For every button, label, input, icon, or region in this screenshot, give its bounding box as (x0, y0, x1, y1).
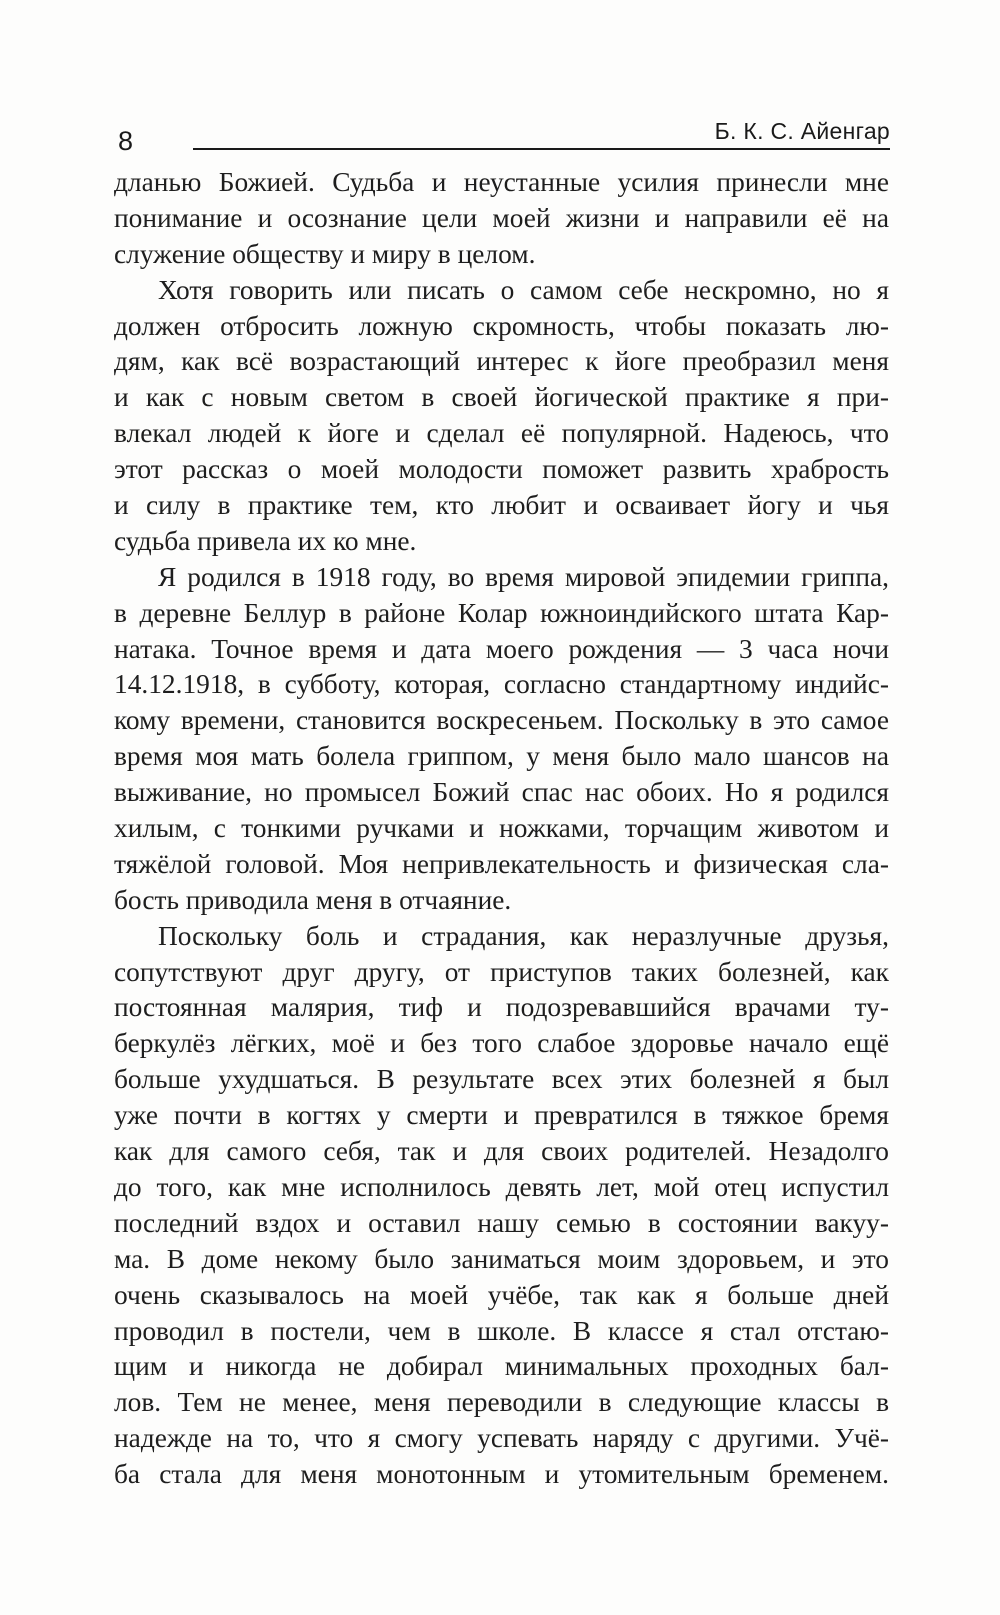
text-line: Поскольку боль и страдания, как неразлучные друзья, (158, 920, 889, 951)
text-line: натака. Точное время и дата моего рождения — 3 часа ночи (114, 633, 889, 664)
text-line: ба стала для меня монотонным и утомительным бременем. (114, 1459, 889, 1490)
running-head-author: Б. К. С. Айенгар (714, 118, 890, 144)
text-line: в деревне Беллур в районе Колар южноиндийского штата Кар- (114, 597, 889, 628)
paragraph (114, 560, 889, 919)
text-line: 14.12.1918, в субботу, которая, согласно стандартному индийс- (114, 669, 889, 700)
paragraph (114, 273, 889, 560)
paragraph (114, 919, 889, 1493)
text-line: и силу в практике тем, кто любит и осваивает йогу и чья (114, 490, 889, 521)
text-line: лов. Тем не менее, меня переводили в следующие классы в (114, 1387, 889, 1418)
text-line: должен отбросить ложную скромность, чтобы показать лю- (114, 310, 889, 341)
text-line: хилым, с тонкими ручками и ножками, торчащим животом и (114, 813, 889, 844)
text-line: очень сказывалось на моей учёбе, так как я больше дней (114, 1279, 889, 1310)
text-line: постоянная малярия, тиф и подозревавшийся врачами ту- (114, 992, 889, 1023)
text-line: влекал людей к йоге и сделал её популярной. Надеюсь, что (114, 418, 889, 449)
text-line: понимание и осознание цели моей жизни и направили её на (114, 202, 889, 233)
text-line: уже почти в когтях у смерти и превратился в тяжкое бремя (114, 1100, 889, 1131)
text-line: сопутствуют друг другу, от приступов таких болезней, как (114, 956, 889, 987)
text-line: как для самого себя, так и для своих родителей. Незадолго (114, 1136, 889, 1167)
text-line: Хотя говорить или писать о самом себе нескромно, но я (158, 274, 889, 305)
text-line: дланью Божией. Судьба и неустанные усилия принесли мне (114, 167, 889, 197)
text-line: кому времени, становится воскресеньем. Поскольку в это самое (114, 705, 889, 736)
page-header (118, 118, 890, 158)
header-rule (193, 148, 890, 150)
text-line: до того, как мне исполнилось девять лет, мой отец испустил (114, 1171, 889, 1202)
text-line: дям, как всё возрастающий интерес к йоге преобразил меня (114, 346, 889, 377)
page-number: 8 (118, 126, 134, 156)
text-line: щим и никогда не добирал минимальных проходных бал- (114, 1351, 889, 1382)
text-line: беркулёз лёгких, моё и без того слабое здоровье начало ещё (114, 1028, 889, 1059)
text-line: тяжёлой головой. Моя непривлекательность и физическая сла- (114, 848, 889, 879)
body-text (114, 165, 889, 1493)
text-line: Я родился в 1918 году, во время мировой эпидемии гриппа, (158, 561, 889, 592)
text-line: проводил в постели, чем в школе. В классе я стал отстаю- (114, 1315, 889, 1346)
text-line: выживание, но промысел Божий спас нас обоих. Но я родился (114, 777, 889, 808)
text-line: бость приводила меня в отчаяние. (114, 884, 512, 915)
text-line: последний вздох и оставил нашу семью в состоянии вакуу- (114, 1207, 889, 1238)
text-line: время моя мать болела гриппом, у меня было мало шансов на (114, 741, 889, 772)
text-line: надежде на то, что я смогу успевать наряду с другими. Учё- (114, 1423, 889, 1454)
text-line: ма. В доме некому было заниматься моим здоровьем, и это (114, 1243, 889, 1274)
text-line: служение обществу и миру в целом. (114, 238, 536, 269)
text-line: судьба привела их ко мне. (114, 525, 417, 556)
text-line: и как с новым светом в своей йогической практике я при- (114, 382, 889, 413)
text-line: больше ухудшаться. В результате всех этих болезней я был (114, 1064, 889, 1095)
paragraph (114, 165, 889, 273)
text-line: этот рассказ о моей молодости поможет развить храбрость (114, 454, 889, 485)
